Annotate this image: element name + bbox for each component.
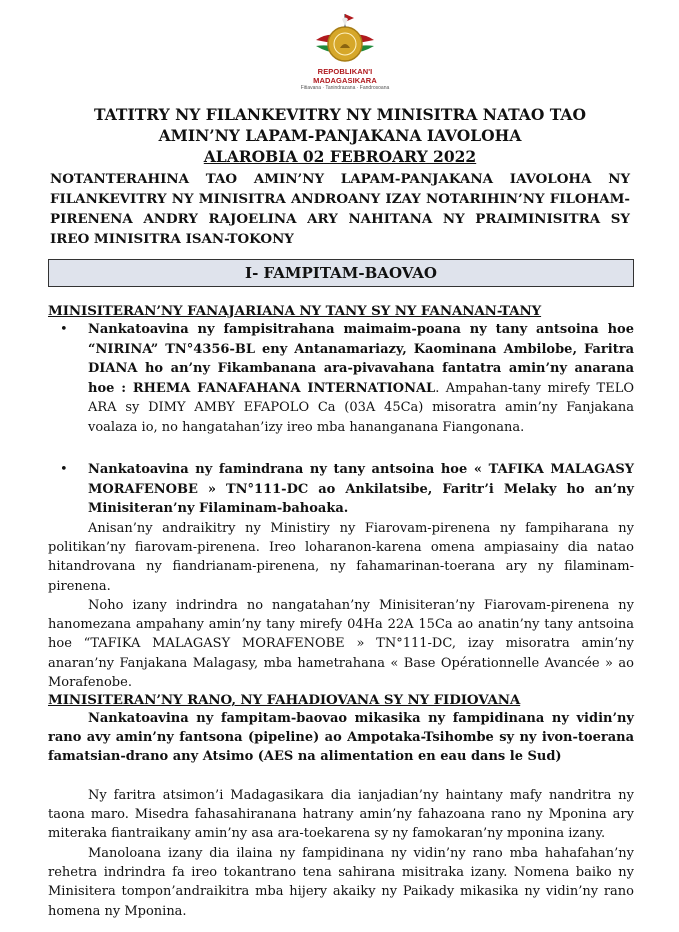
section-heading: I- FAMPITAM-BAOVAO	[48, 259, 634, 287]
list-item-text	[88, 320, 634, 437]
paragraph: Anisan’ny andraikitry ny Ministiry ny Fiarovam-pirenena ny fampiharana ny politikan’ny fiarovam-pirenena. Ireo loharanon-karena omena ampiasainy dia natao hitandrovana ny fiandrianam-pirenena, ny fahamarinan-toerana ary ny filaminam-pirenena.	[48, 521, 634, 594]
decision-detail-text: . Ampahan-tany mirefy TELO ARA sy DIMY AMBY EFAPOLO Ca (03A 45Ca) misoratra amin’ny Fanjakana voalaza io, no hangatahan’izy ireo mba hananganana Fiangonana.	[88, 380, 634, 435]
document-title	[40, 104, 640, 167]
ministry-heading-land: MINISITERAN’NY FANAJARIANA NY TANY SY NY FANANAN-TANY	[48, 303, 542, 319]
list-item	[58, 460, 634, 519]
seal-icon	[314, 10, 376, 66]
document-subtitle: NOTANTERAHINA TAO AMIN’NY LAPAM-PANJAKANA IAVOLOHA NY FILANKEVITRY NY MINISITRA ANDROANY IZAY NOTARIHIN’NY FILOHAM-PIRENENA ANDRY RAJOELINA ARY NAHITANA NY PRAIMINISITRA SY IREO MINISITRA ISAN-TOKONY	[50, 171, 630, 247]
list-item	[58, 320, 634, 437]
logo-title: REPOBLIKAN'I MADAGASIKARA	[313, 67, 377, 85]
paragraph: Ny faritra atsimon’i Madagasikara dia ianjadian’ny haintany mafy nandritra ny taona maro. Misedra fahasahiranana hatrany amin’ny fahazoana rano ny Mponina ary miteraka fiantraikany amin’ny asa ara-toekarena sy ny famokaran’ny mponina izany.	[48, 788, 634, 842]
logo-motto: Fitiavana · Tanindrazana · Fandrosoana	[300, 85, 390, 91]
paragraph: Noho izany indrindra no nangatahan’ny Minisiteran’ny Fiarovam-pirenena ny hanomezana ampahany amin’ny tany mirefy 04Ha 22A 15Ca ao anatin’ny tany antsoina hoe “TAFIKA MALAGASY MORAFENOBE » TN°111-DC, izay misoratra amin’ny anaran’ny Fanjakana Malagasy, mba hametrahana « Base Opérationnelle Avancée » ao Morafenobe.	[48, 598, 634, 690]
meeting-date: ALAROBIA 02 FEBROARY 2022	[203, 147, 477, 166]
title-line-1: TATITRY NY FILANKEVITRY NY MINISITRA NATAO TAO	[94, 105, 586, 124]
ministry-heading-water: MINISITERAN’NY RANO, NY FAHADIOVANA SY NY FIDIOVANA	[48, 692, 521, 708]
title-line-2: AMIN’NY LAPAM-PANJAKANA IAVOLOHA	[158, 126, 522, 145]
republic-logo	[290, 10, 400, 92]
decision-bold-text: Nankatoavina ny fampisitrahana maimaim-poana ny tany antsoina hoe “NIRINA” TN°4356-BL eny Antanamariazy, Kaominana Ambilobe, Faritra DIANA ho an’ny Fikambanana ara-pivavahana fantatra amin’ny anarana hoe : RHEMA FANAFAHANA INTERNATIONAL	[88, 322, 634, 396]
bullet-icon: •	[60, 462, 68, 477]
list-item-text: Nankatoavina ny famindrana ny tany antsoina hoe « TAFIKA MALAGASY MORAFENOBE » TN°111-DC ao Ankilatsibe, Faritr’i Melaky ho an’ny Minisiteran’ny Filaminam-bahoaka.	[88, 462, 634, 516]
decision-lead: Nankatoavina ny fampitam-baovao mikasika ny fampidinana ny vidin’ny rano avy amin’ny fantsona (pipeline) ao Ampotaka-Tsihombe sy ny ivon-toerana famatsian-drano any Atsimo (AES na alimentation en eau dans le Sud)	[48, 711, 634, 765]
paragraph: Manoloana izany dia ilaina ny fampidinana ny vidin’ny rano mba hahafahan’ny rehetra indrindra fa ireo tokantrano tena sahirana misitraka izany. Nomena baiko ny Minisitera tompon’andraikitra mba hijery akaiky ny Paikady mikasika ny vidin’ny rano homena ny Mponina.	[48, 846, 634, 919]
bullet-icon: •	[60, 322, 68, 337]
